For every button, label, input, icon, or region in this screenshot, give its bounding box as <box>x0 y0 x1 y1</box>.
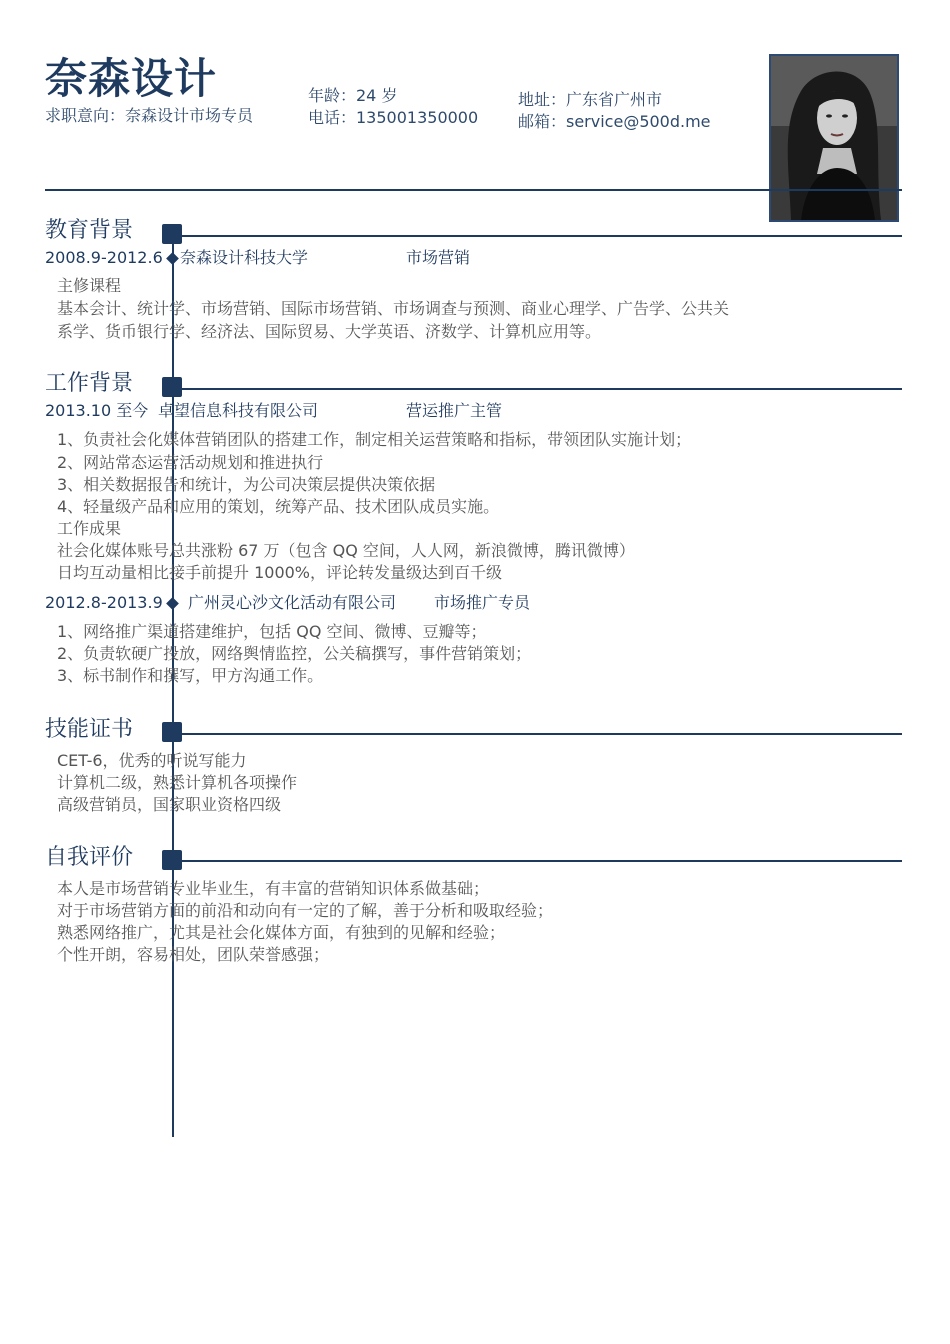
candidate-name: 奈森设计 <box>45 54 218 103</box>
self-eval-line: 对于市场营销方面的前沿和动向有一定的了解，善于分析和吸取经验； <box>57 901 554 920</box>
education-major: 市场营销 <box>406 248 471 267</box>
job2-line: 3、标书制作和撰写，甲方沟通工作。 <box>57 666 324 685</box>
portrait-image <box>771 56 897 220</box>
section-marker-work <box>162 377 182 397</box>
section-line-education <box>182 235 902 237</box>
section-title-work: 工作背景 <box>45 371 134 396</box>
email: 邮箱：service@500d.me <box>518 112 711 131</box>
section-line-skills <box>182 733 902 735</box>
section-title-education: 教育背景 <box>45 218 134 243</box>
age: 年龄：24 岁 <box>308 86 398 105</box>
section-marker-self-eval <box>162 850 182 870</box>
self-eval-line: 熟悉网络推广，尤其是社会化媒体方面，有独到的见解和经验； <box>57 923 506 942</box>
job1-company: 卓望信息科技有限公司 <box>158 401 319 420</box>
job2-position: 市场推广专员 <box>434 593 531 612</box>
skill-item: 高级营销员，国家职业资格四级 <box>57 795 282 814</box>
job2-line: 2、负责软硬广投放，网络舆情监控，公关稿撰写，事件营销策划； <box>57 644 532 663</box>
section-marker-education <box>162 224 182 244</box>
courses-line-1: 基本会计、统计学、市场营销、国际市场营销、市场调查与预测、商业心理学、广告学、公共关 <box>57 299 730 318</box>
courses-label: 主修课程 <box>57 276 122 295</box>
education-school: 奈森设计科技大学 <box>180 248 309 267</box>
section-line-work <box>182 388 902 390</box>
section-line-self-eval <box>182 860 902 862</box>
section-marker-skills <box>162 722 182 742</box>
section-title-skills: 技能证书 <box>45 717 134 742</box>
courses-line-2: 系学、货币银行学、经济法、国际贸易、大学英语、济数学、计算机应用等。 <box>57 322 602 341</box>
job1-line: 3、相关数据报告和统计，为公司决策层提供决策依据 <box>57 475 436 494</box>
education-period: 2008.9-2012.6 <box>45 248 163 267</box>
section-title-self-eval: 自我评价 <box>45 845 134 870</box>
timeline-diamond <box>166 252 179 265</box>
job1-line: 社会化媒体账号总共涨粉 67 万（包含 QQ 空间，人人网，新浪微博，腾讯微博） <box>57 541 635 560</box>
job1-period: 2013.10 至今 <box>45 401 149 420</box>
job2-company: 广州灵心沙文化活动有限公司 <box>188 593 397 612</box>
job2-line: 1、网络推广渠道搭建维护，包括 QQ 空间、微博、豆瓣等； <box>57 622 487 641</box>
profile-photo <box>769 54 899 222</box>
job1-position: 营运推广主管 <box>406 401 503 420</box>
skill-item: 计算机二级，熟悉计算机各项操作 <box>57 773 298 792</box>
job1-line: 2、网站常态运营活动规划和推进执行 <box>57 453 324 472</box>
self-eval-line: 个性开朗，容易相处，团队荣誉感强； <box>57 945 330 964</box>
phone: 电话：135001350000 <box>308 108 479 127</box>
job1-achievement-label: 工作成果 <box>57 519 122 538</box>
job-intention: 求职意向：奈森设计市场专员 <box>45 106 254 125</box>
job2-period: 2012.8-2013.9 <box>45 593 163 612</box>
skill-item: CET-6，优秀的听说写能力 <box>57 751 247 770</box>
header-divider <box>45 189 902 191</box>
timeline-diamond <box>166 597 179 610</box>
self-eval-line: 本人是市场营销专业毕业生，有丰富的营销知识体系做基础； <box>57 879 490 898</box>
address: 地址：广东省广州市 <box>518 90 663 109</box>
job1-line: 1、负责社会化媒体营销团队的搭建工作，制定相关运营策略和指标，带领团队实施计划； <box>57 430 692 449</box>
job1-line: 4、轻量级产品和应用的策划，统筹产品、技术团队成员实施。 <box>57 497 500 516</box>
job1-line: 日均互动量相比接手前提升 1000%，评论转发量级达到百千级 <box>57 563 503 582</box>
